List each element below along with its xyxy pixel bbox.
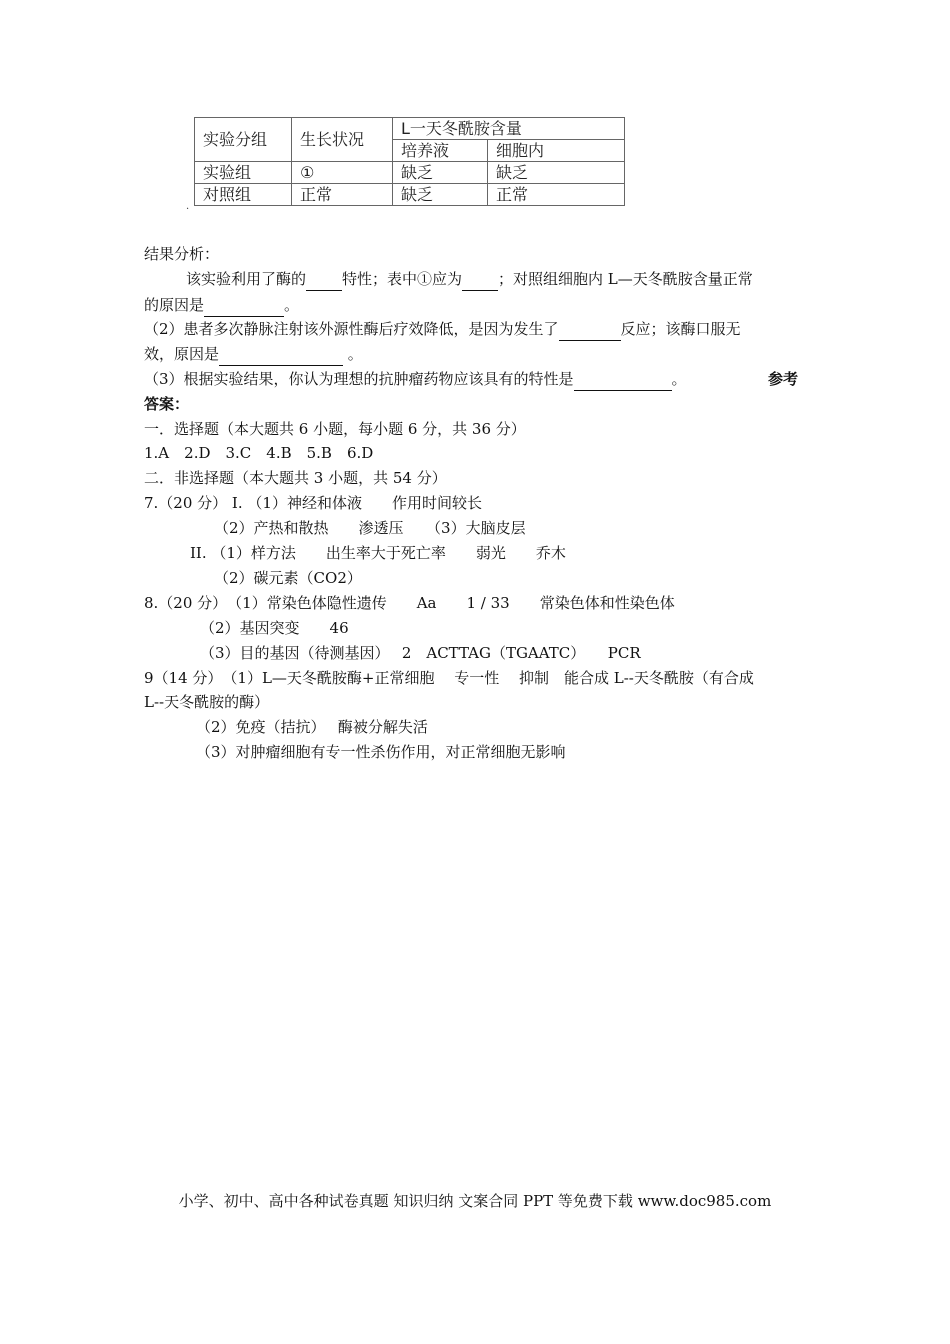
answer-label: 答案： [144, 395, 190, 413]
cell-growth: ① [292, 162, 393, 184]
q7-line-1: 7.（20 分） I. （1）神经和体液 作用时间较长 [144, 494, 482, 512]
answer-blank [219, 343, 343, 366]
q7-line-2: （2）产热和散热 渗透压 （3）大脑皮层 [214, 519, 526, 537]
header-growth: 生长状况 [292, 118, 393, 162]
cell-group: 实验组 [195, 162, 292, 184]
table-row [195, 184, 625, 206]
table-header-row [195, 118, 625, 140]
analysis-paragraph-1-cont: 的原因是 。 [144, 294, 299, 317]
analysis-paragraph-2: （2）患者多次静脉注射该外源性酶后疗效降低，是因为发生了 反应；该酶口服无 [144, 318, 741, 341]
answer-blank [204, 294, 284, 317]
answer-blank [574, 368, 672, 391]
q8-line-1: 8.（20 分） （1）常染色体隐性遗传 Aa 1 / 33 常染色体和性染色体 [144, 594, 675, 612]
cell-intracellular: 正常 [488, 184, 625, 206]
reference-label: 参考 [768, 370, 799, 388]
section-1-answers: 1.A 2.D 3.C 4.B 5.B 6.D [144, 444, 374, 462]
cell-intracellular: 缺乏 [488, 162, 625, 184]
q7-line-3: II. （1）样方法 出生率大于死亡率 弱光 乔木 [190, 544, 566, 562]
q8-line-2: （2）基因突变 46 [200, 619, 349, 637]
cell-group: 对照组 [195, 184, 292, 206]
q9-line-2: L--天冬酰胺的酶） [144, 693, 270, 711]
q9-line-4: （3）对肿瘤细胞有专一性杀伤作用，对正常细胞无影响 [196, 743, 566, 761]
q9-line-3: （2）免疫（拮抗） 酶被分解失活 [196, 718, 428, 736]
header-intracellular: 细胞内 [488, 140, 625, 162]
analysis-paragraph-3: （3）根据实验结果，你认为理想的抗肿瘤药物应该具有的特性是 。 [144, 368, 687, 391]
experiment-table [194, 117, 625, 206]
page-footer: 小学、初中、高中各种试卷真题 知识归纳 文案合同 PPT 等免费下载 www.doc985.com [178, 1192, 772, 1210]
answer-blank [462, 268, 498, 291]
cell-growth: 正常 [292, 184, 393, 206]
header-content: L一天冬酰胺含量 [393, 118, 625, 140]
section-2-title: 二．非选择题（本大题共 3 小题，共 54 分） [144, 469, 447, 487]
table-row [195, 162, 625, 184]
section-1-title: 一．选择题（本大题共 6 小题，每小题 6 分，共 36 分） [144, 420, 526, 438]
analysis-heading: 结果分析： [144, 245, 220, 263]
answer-blank [559, 318, 621, 341]
header-group: 实验分组 [195, 118, 292, 162]
analysis-paragraph-1: 该实验利用了酶的 特性；表中①应为 ；对照组细胞内 L—天冬酰胺含量正常 [186, 268, 753, 291]
table-dot: · [186, 204, 190, 215]
answer-blank [306, 268, 342, 291]
q8-line-3: （3）目的基因（待测基因） 2 ACTTAG（TGAATC） PCR [200, 644, 641, 662]
cell-medium: 缺乏 [393, 184, 488, 206]
header-medium: 培养液 [393, 140, 488, 162]
cell-medium: 缺乏 [393, 162, 488, 184]
q7-line-4: （2）碳元素（CO2） [214, 569, 362, 587]
q9-line-1: 9（14 分） （1）L—天冬酰胺酶+正常细胞 专一性 抑制 能合成 L--天冬酰胺（有合成 [144, 669, 754, 687]
analysis-paragraph-2-cont: 效，原因是 。 [144, 343, 363, 366]
